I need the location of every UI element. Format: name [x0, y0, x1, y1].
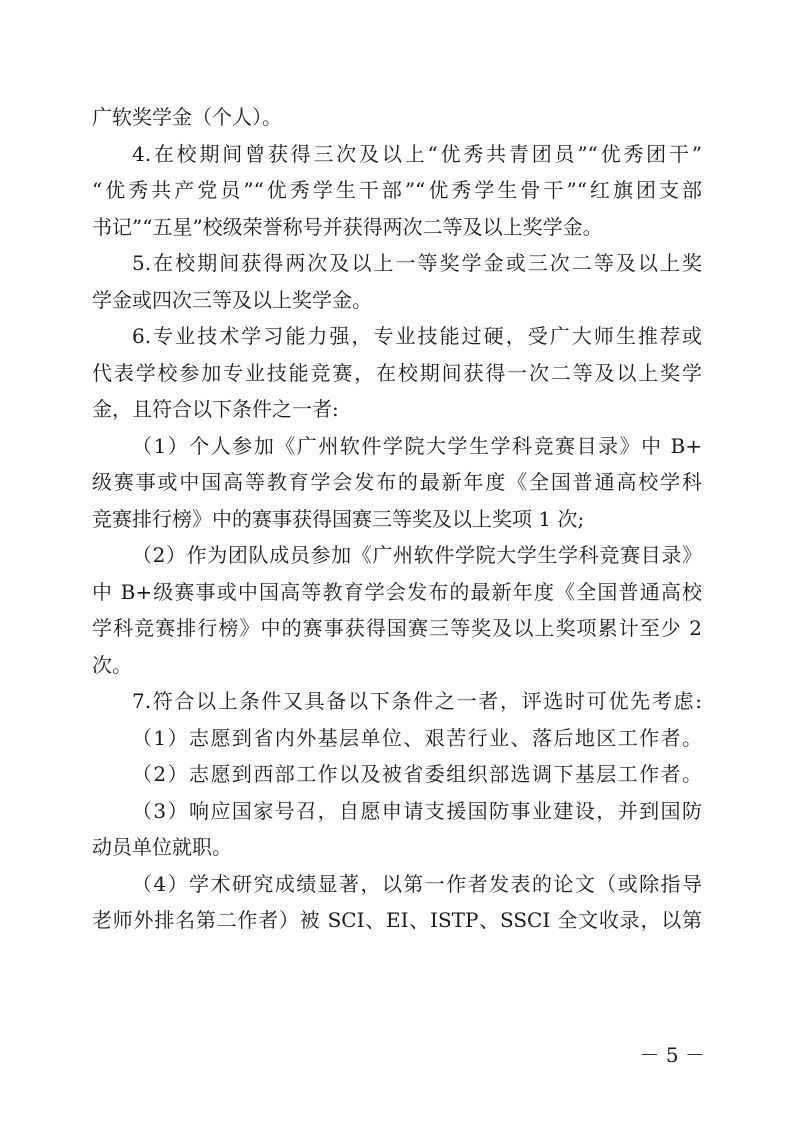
text-line: 广软奖学金（个人）。 — [92, 105, 282, 129]
text-line: （3）响应国家号召，自愿申请支援国防事业建设，并到国防 — [132, 798, 702, 823]
text-line: “优秀共产党员”“优秀学生干部”“优秀学生骨干”“红旗团支部 — [92, 178, 702, 202]
text-line: 7.符合以上条件又具备以下条件之一者，评选时可优先考虑: — [132, 689, 702, 713]
text-line: （4）学术研究成绩显著，以第一作者发表的论文（或除指导 — [132, 871, 702, 896]
text-line: 5.在校期间获得两次及以上一等奖学金或三次二等及以上奖 — [132, 251, 702, 275]
text-line: 级赛事或中国高等教育学会发布的最新年度《全国普通高校学科 — [92, 470, 702, 494]
text-line: （1）个人参加《广州软件学院大学生学科竞赛目录》中 B+ — [132, 433, 702, 458]
text-line: 竞赛排行榜》中的赛事获得国赛三等奖及以上奖项 1 次; — [92, 506, 585, 531]
text-line: （2）志愿到西部工作以及被省委组织部选调下基层工作者。 — [132, 762, 702, 786]
text-line: 学科竞赛排行榜》中的赛事获得国赛三等奖及以上奖项累计至少 2 — [92, 616, 702, 640]
text-line: （2）作为团队成员参加《广州软件学院大学生学科竞赛目录》 — [132, 543, 702, 567]
text-line: 动员单位就职。 — [92, 835, 232, 859]
text-line: 书记”“五星”校级荣誉称号并获得两次二等及以上奖学金。 — [92, 214, 603, 239]
text-line: 金，且符合以下条件之一者: — [92, 397, 339, 421]
text-line: 次。 — [92, 652, 132, 677]
text-line: 老师外排名第二作者）被 SCI、EI、ISTP、SSCI 全文收录，以第 — [92, 908, 702, 932]
text-line: （1）志愿到省内外基层单位、艰苦行业、落后地区工作者。 — [132, 725, 702, 750]
text-line: 学金或四次三等及以上奖学金。 — [92, 287, 372, 312]
page-number: － 5 － — [639, 1043, 705, 1067]
text-line: 代表学校参加专业技能竞赛，在校期间获得一次二等及以上奖学 — [92, 360, 702, 385]
text-line: 中 B+级赛事或中国高等教育学会发布的最新年度《全国普通高校 — [92, 579, 702, 604]
text-line: 6.专业技术学习能力强，专业技能过硬，受广大师生推荐或 — [132, 324, 702, 348]
text-line: 4.在校期间曾获得三次及以上“优秀共青团员”“优秀团干” — [132, 141, 702, 166]
